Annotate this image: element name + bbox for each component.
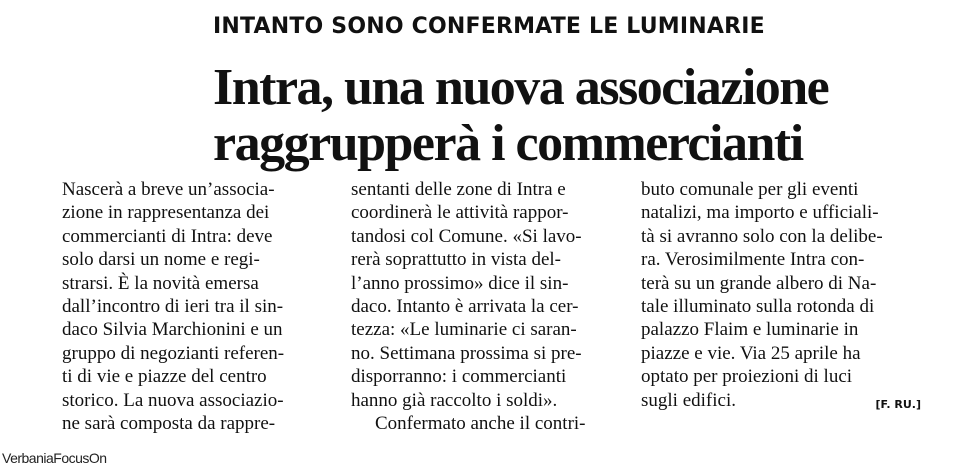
text-line: dall’incontro di ieri tra il sin- xyxy=(62,296,284,318)
text-line: strarsi. È la novità emersa xyxy=(62,272,259,294)
article-kicker: INTANTO SONO CONFERMATE LE LUMINARIE xyxy=(213,14,765,39)
text-line: ra. Verosimilmente Intra con- xyxy=(641,249,865,271)
headline-line: raggrupperà i commercianti xyxy=(213,115,803,172)
text-line: tandosi col Comune. «Si lavo- xyxy=(351,225,582,247)
text-line: no. Settimana prossima si pre- xyxy=(351,342,582,364)
article-column-3 xyxy=(641,178,921,416)
text-line: daco. Intanto è arrivata la cer- xyxy=(351,296,579,318)
text-line: l’anno prossimo» dice il sin- xyxy=(351,272,569,294)
text-line: tale illuminato sulla rotonda di xyxy=(641,296,875,318)
text-line: natalizi, ma importo e ufficiali- xyxy=(641,202,879,224)
text-line: buto comunale per gli eventi xyxy=(641,179,859,200)
article-column-2 xyxy=(351,178,619,435)
text-line: rerà soprattutto in vista del- xyxy=(351,249,561,271)
text-line: Nascerà a breve un’associa- xyxy=(62,179,275,200)
text-line: disporranno: i commercianti xyxy=(351,366,567,388)
text-line: sugli edifici. xyxy=(641,389,736,411)
text-line: terà su un grande albero di Na- xyxy=(641,272,877,294)
text-line: tà si avranno solo con la delibe- xyxy=(641,225,883,247)
source-watermark: VerbaniaFocusOn xyxy=(2,450,107,466)
text-line: ti di vie e piazze del centro xyxy=(62,366,267,388)
text-line: Confermato anche il contri- xyxy=(375,413,586,435)
text-line: coordinerà le attività rappor- xyxy=(351,202,569,224)
text-line: sentanti delle zone di Intra e xyxy=(351,179,566,200)
text-line: daco Silvia Marchionini e un xyxy=(62,319,283,341)
text-line: storico. La nuova associazio- xyxy=(62,389,284,411)
text-line: commercianti di Intra: deve xyxy=(62,225,273,247)
text-line: palazzo Flaim e luminarie in xyxy=(641,319,859,341)
text-line: hanno già raccolto i soldi». xyxy=(351,389,558,411)
text-line: ne sarà composta da rappre- xyxy=(62,413,276,435)
text-line: piazze e vie. Via 25 aprile ha xyxy=(641,342,861,364)
text-line: solo darsi un nome e regi- xyxy=(62,249,260,271)
article-column-1 xyxy=(62,178,326,435)
author-signature: [F. RU.] xyxy=(875,397,921,411)
article-headline xyxy=(213,60,933,172)
headline-line: Intra, una nuova associazione xyxy=(213,59,829,116)
text-line-last xyxy=(641,389,921,412)
text-line: optato per proiezioni di luci xyxy=(641,366,853,388)
text-line: gruppo di negozianti referen- xyxy=(62,342,285,364)
text-line: tezza: «Le luminarie ci saran- xyxy=(351,319,577,341)
text-line: zione in rappresentanza dei xyxy=(62,202,270,224)
